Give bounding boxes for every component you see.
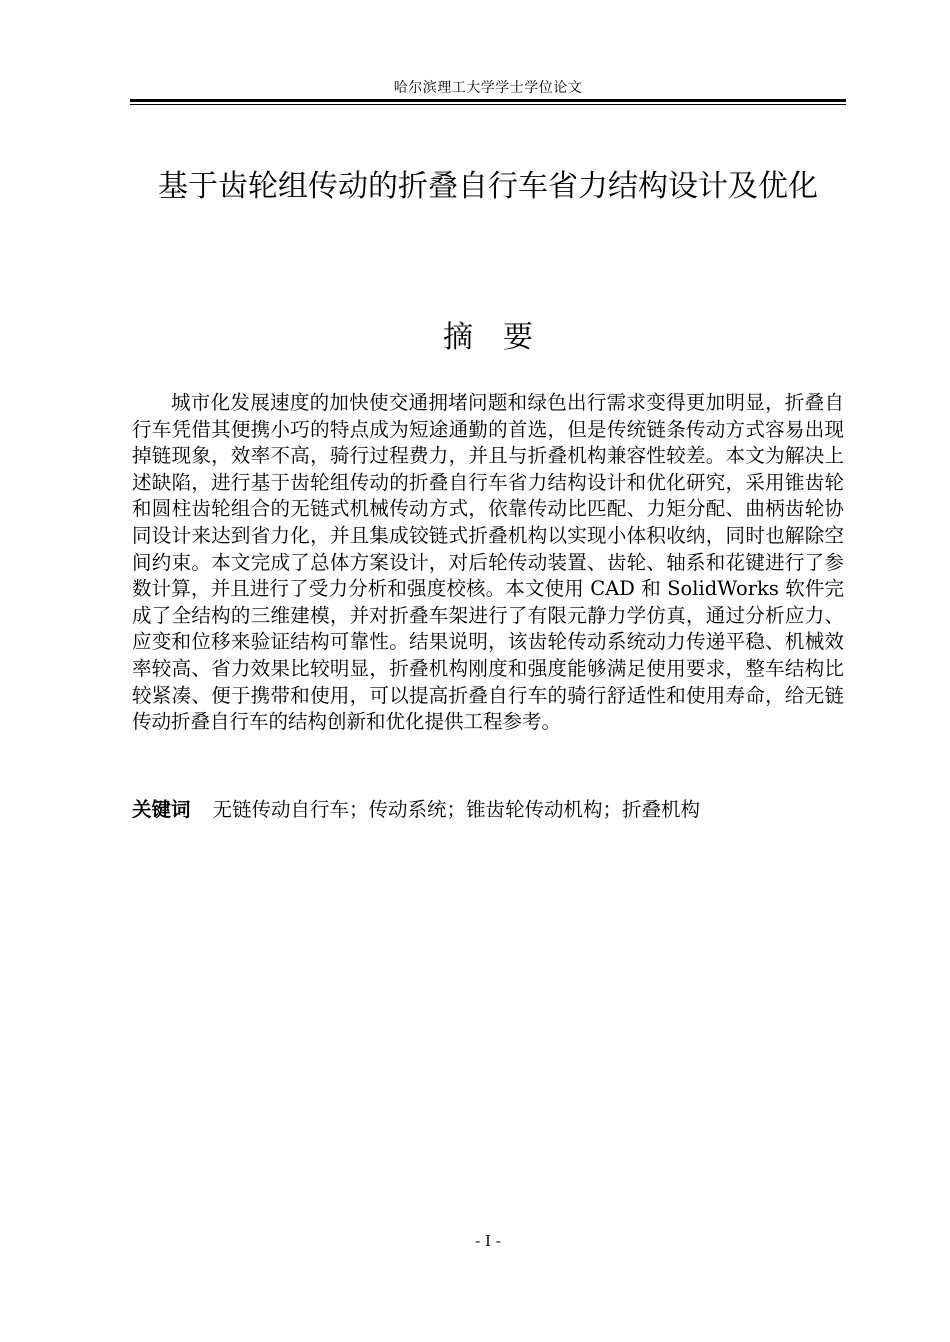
keywords-line <box>132 797 844 823</box>
header-rule-thick <box>130 99 846 102</box>
thesis-title: 基于齿轮组传动的折叠自行车省力结构设计及优化 <box>158 169 818 204</box>
running-header: 哈尔滨理工大学学士学位论文 <box>393 80 583 96</box>
abstract-body: 城市化发展速度的加快使交通拥堵问题和绿色出行需求变得更加明显，折叠自行车凭借其便携小巧的特点成为短途通勤的首选，但是传统链条传动方式容易出现掉链现象，效率不高，骑行过程费力，并且与折叠机构兼容性较差。本文为解决上述缺陷，进行基于齿轮组传动的折叠自行车省力结构设计和优化研究，采用锥齿轮和圆柱齿轮组合的无链式机械传动方式，依靠传动比匹配、力矩分配、曲柄齿轮协同设计来达到省力化，并且集成铰链式折叠机构以实现小体积收纳，同时也解除空间约束。本文完成了总体方案设计，对后轮传动装置、齿轮、轴系和花键进行了参数计算，并且进行了受力分析和强度校核。本文使用 CAD 和 SolidWorks 软件完成了全结构的三维建模，并对折叠车架进行了有限元静力学仿真，通过分析应力、应变和位移来验证结构可靠性。结果说明，该齿轮传动系统动力传递平稳、机械效率较高、省力效果比较明显，折叠机构刚度和强度能够满足使用要求，整车结构比较紧凑、便于携带和使用，可以提高折叠自行车的骑行舒适性和使用寿命，给无链传动折叠自行车的结构创新和优化提供工程参考。 <box>132 391 844 734</box>
header-rule-thin <box>130 104 846 105</box>
abstract-heading: 摘要 <box>443 320 563 355</box>
keywords-label: 关键词 <box>132 798 191 821</box>
keywords-text: 无链传动自行车；传动系统；锥齿轮传动机构；折叠机构 <box>212 798 701 821</box>
page-number: - I - <box>475 1232 501 1250</box>
